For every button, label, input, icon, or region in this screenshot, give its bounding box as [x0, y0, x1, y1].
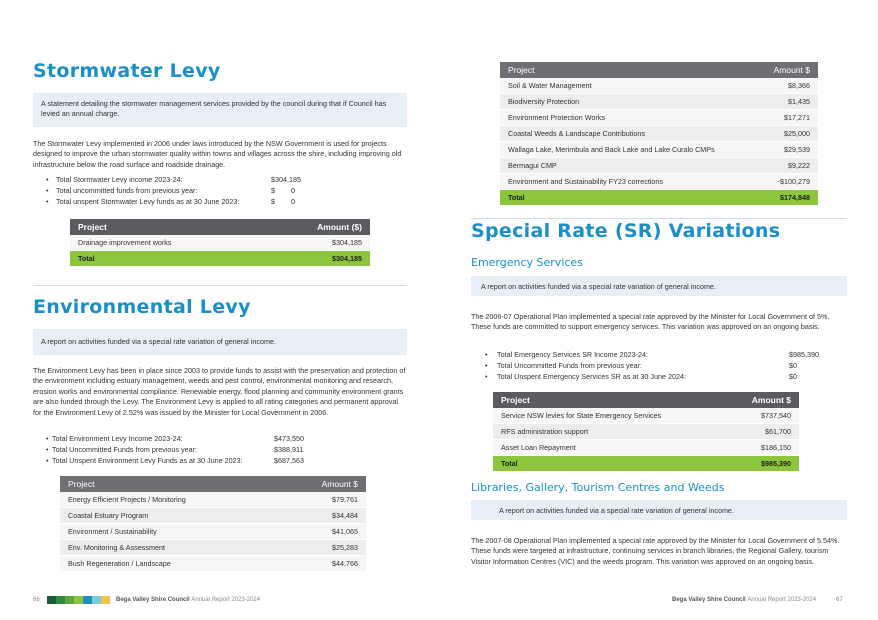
table-cell: Drainage improvement works: [70, 235, 263, 251]
footer-council-name: Bega Valley Shire Council: [116, 597, 190, 603]
table-row: [500, 78, 818, 94]
column-header: Project: [60, 476, 280, 492]
table-cell: Soil & Water Management: [500, 78, 757, 94]
bullet-item: • Total Emergency Services SR Income 2023-24: $985,390: [485, 350, 819, 359]
table-row: [500, 158, 818, 174]
table-cell: $9,222: [757, 158, 818, 174]
table-row: [60, 492, 366, 508]
bullet-item: • Total Unspent Emergency Services SR as at 30 June 2024: $0: [485, 372, 797, 382]
stormwater-table: [70, 219, 370, 267]
table-cell: Biodiversity Protection: [500, 94, 757, 110]
table-cell: $79,761: [280, 492, 366, 508]
table-cell: $304,185: [263, 251, 370, 267]
footer-report-title: [116, 597, 260, 603]
section-divider: [471, 218, 847, 219]
table-cell: -$100,279: [757, 174, 818, 190]
environmental-levy-title: Environmental Levy: [33, 296, 251, 318]
table-row: [60, 508, 366, 524]
color-block: [56, 596, 65, 604]
table-cell: $25,000: [757, 126, 818, 142]
footer-page-number: 67: [836, 597, 843, 603]
color-block: [83, 596, 92, 604]
color-block: [47, 596, 56, 604]
stormwater-levy-title: Stormwater Levy: [33, 60, 221, 82]
column-header: Amount $: [726, 392, 799, 408]
environmental-bullets: [46, 433, 304, 466]
column-header: Amount $: [757, 62, 818, 78]
table-cell: Env. Monitoring & Assessment: [60, 540, 280, 556]
stormwater-paragraph: The Stormwater Levy implemented in 2006 under laws introduced by the NSW Government is used for projects designed to improve the urban stormwater quality within towns and villages across the shire, including improving old infrastructure below the road surface and roadside drainage.: [33, 139, 402, 169]
table-row: [493, 408, 799, 424]
table-row: [493, 440, 799, 456]
table-cell: Environment and Sustainability FY23 corrections: [500, 174, 757, 190]
environmental-table: [60, 476, 366, 572]
table-cell: Total: [70, 251, 263, 267]
environmental-table-continued: [500, 62, 818, 206]
table-cell: $17,271: [757, 110, 818, 126]
table-cell: Energy Efficient Projects / Monitoring: [60, 492, 280, 508]
table-cell: Wallaga Lake, Merimbula and Back Lake and Lake Curalo CMPs: [500, 142, 757, 158]
table-cell: Service NSW levies for State Emergency Services: [493, 408, 726, 424]
bullet-item: • Total Unspent Environment Levy Funds as at 30 June 2023: $687,563: [46, 456, 304, 466]
table-cell: $186,150: [726, 440, 799, 456]
table-row: [60, 540, 366, 556]
table-row: [493, 424, 799, 440]
table-cell: Bermagui CMP: [500, 158, 757, 174]
table-cell: $737,540: [726, 408, 799, 424]
table-row: [500, 110, 818, 126]
column-header: Amount $: [280, 476, 366, 492]
libraries-callout: A report on activities funded via a special rate variation of general income.: [471, 500, 847, 520]
table-total-row: [493, 456, 799, 472]
emergency-callout: A report on activities funded via a special rate variation of general income.: [471, 276, 847, 296]
bullet-item: • Total Stormwater Levy income 2023-24: $304,185: [46, 175, 301, 184]
bullet-item: • Total Uncommitted Funds from previous year: $388,911: [46, 445, 304, 455]
table-cell: $985,390: [726, 456, 799, 472]
color-block: [101, 596, 110, 604]
table-row: [60, 524, 366, 540]
table-cell: $304,185: [263, 235, 370, 251]
table-cell: $1,435: [757, 94, 818, 110]
table-row: [500, 126, 818, 142]
color-block: [92, 596, 101, 604]
table-header: [493, 392, 799, 408]
column-header: Amount ($): [263, 219, 370, 235]
table-cell: Coastal Weeds & Landscape Contributions: [500, 126, 757, 142]
emergency-table: [493, 392, 799, 472]
table-cell: Total: [493, 456, 726, 472]
libraries-paragraph: The 2007-08 Operational Plan implemented a special rate approved by the Minister for Local Government of 5.54%. These funds were targeted at infrastructure, continuing services in branch libraries, the Regional Gallery, tourism Visitor Information Centres (VIC) and the weeds program. This variation was approved on an ongoing basis.: [471, 536, 840, 566]
table-cell: $41,065: [280, 524, 366, 540]
table-cell: Coastal Estuary Program: [60, 508, 280, 524]
table-cell: Environment Protection Works: [500, 110, 757, 126]
table-header: [500, 62, 818, 78]
color-block: [65, 596, 74, 604]
table-cell: Asset Loan Repayment: [493, 440, 726, 456]
column-header: Project: [500, 62, 757, 78]
table-cell: $61,700: [726, 424, 799, 440]
table-cell: $44,766: [280, 556, 366, 572]
table-cell: Environment / Sustainability: [60, 524, 280, 540]
environmental-callout: A report on activities funded via a special rate variation of general income.: [33, 329, 407, 355]
section-divider: [33, 285, 407, 286]
table-total-row: [500, 190, 818, 206]
table-cell: Bush Regeneration / Landscape: [60, 556, 280, 572]
bullet-item: • Total Uncommitted Funds from previous year: $0: [485, 361, 797, 371]
libraries-subtitle: Libraries, Gallery, Tourism Centres and Weeds: [471, 481, 725, 494]
footer-page-number: 66: [33, 597, 40, 603]
table-cell: Total: [500, 190, 757, 206]
emergency-services-subtitle: Emergency Services: [471, 256, 583, 269]
footer-council-name: Bega Valley Shire Council: [672, 597, 746, 603]
color-block: [74, 596, 83, 604]
footer-report-name: Annual Report 2023-2024: [191, 597, 261, 603]
environmental-paragraph: The Environment Levy has been in place since 2003 to provide funds to assist with the preservation and protection of the environment including estuary management, weeds and pest control, environmental monitoring and research, erosion works and environmental compliance. Renewable energy, flood planning and community environment grants are also funded through the Levy. The Environment Levy is applied to all rating categories and permanent approval for the Environment Levy of 2.52% was issued by the Minister for Local Government in 2006.: [33, 366, 406, 417]
table-row: [70, 235, 370, 251]
emergency-paragraph: The 2006-07 Operational Plan implemented a special rate approved by the Minister for Local Government of 5%. These funds are committed to support emergency services. This variation was approved on an ongoing basis.: [471, 312, 830, 332]
footer-report-title: [672, 597, 816, 603]
table-row: [60, 556, 366, 572]
bullet-item: • Total unspent Stormwater Levy funds as at 30 June 2023: $ 0: [46, 197, 295, 207]
right-page: [439, 0, 878, 620]
footer-report-name: Annual Report 2023-2024: [747, 597, 817, 603]
table-cell: $34,484: [280, 508, 366, 524]
table-total-row: [70, 251, 370, 267]
table-header: [70, 219, 370, 235]
table-cell: $174,848: [757, 190, 818, 206]
table-cell: $25,283: [280, 540, 366, 556]
table-header: [60, 476, 366, 492]
table-row: [500, 142, 818, 158]
table-cell: $8,366: [757, 78, 818, 94]
bullet-item: • Total Environment Levy Income 2023-24: $473,550: [46, 434, 304, 443]
table-cell: $29,539: [757, 142, 818, 158]
column-header: Project: [70, 219, 263, 235]
sr-variations-title: Special Rate (SR) Variations: [471, 220, 781, 242]
stormwater-callout: A statement detailing the stormwater management services provided by the council during that if Council has levied an annual charge.: [33, 93, 407, 127]
table-cell: RFS administration support: [493, 424, 726, 440]
stormwater-bullets: [46, 174, 301, 207]
table-row: [500, 174, 818, 190]
column-header: Project: [493, 392, 726, 408]
emergency-bullets: [485, 349, 819, 382]
footer-color-blocks: [47, 596, 110, 604]
bullet-item: • Total uncommitted funds from previous year: $ 0: [46, 186, 295, 196]
table-row: [500, 94, 818, 110]
